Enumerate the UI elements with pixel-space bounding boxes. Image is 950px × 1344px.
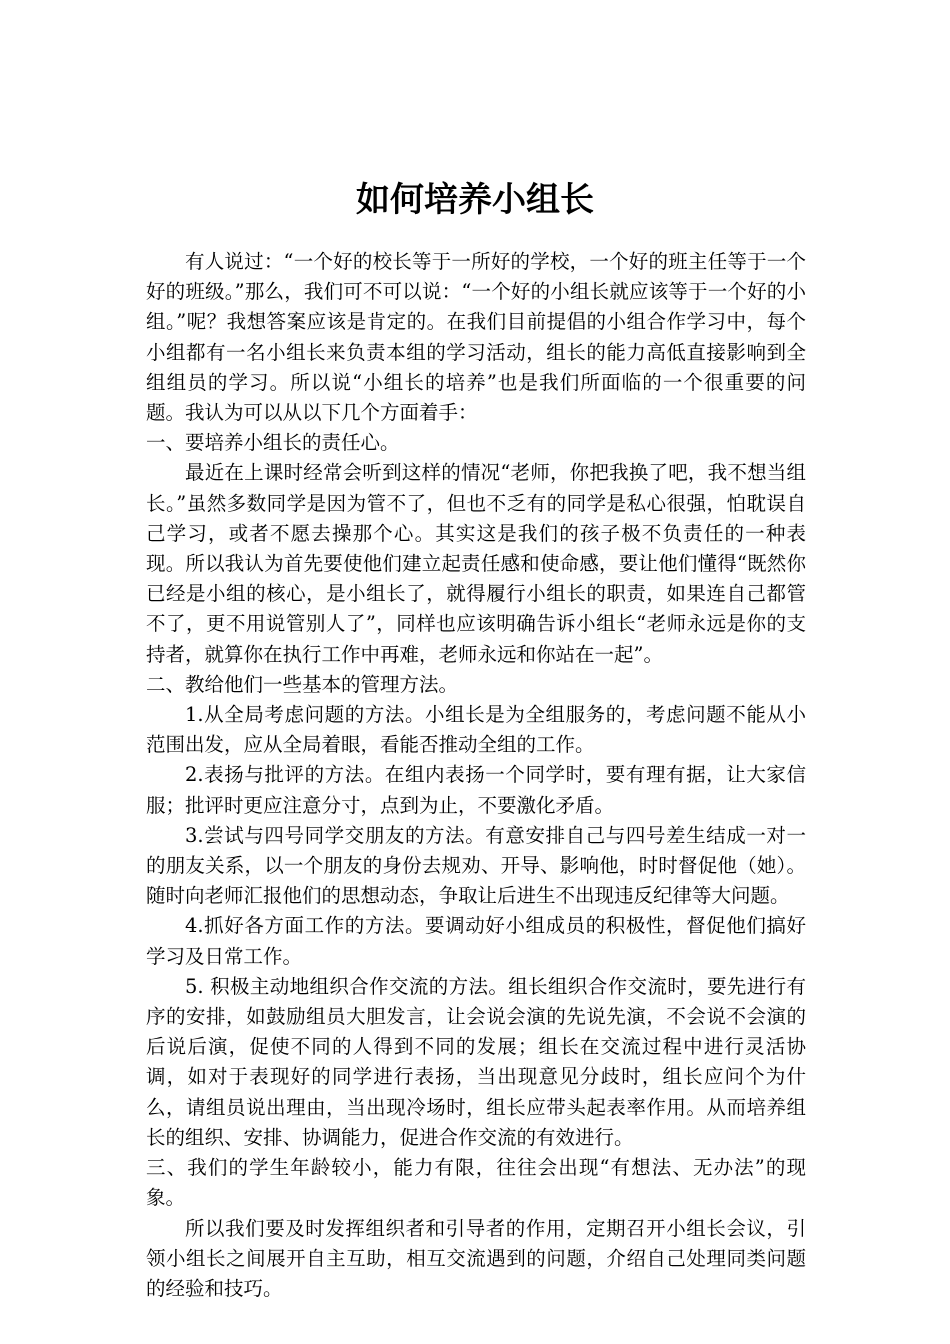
document-title: 如何培养小组长 xyxy=(356,180,594,220)
method-item-5: 5. 积极主动地组织合作交流的方法。组长组织合作交流时，要先进行有序的安排，如鼓励组员大胆发言，让会说会演的先说先演，不会说不会演的后说后演，促使不同的人得到不同的发展；组长在交流过程中进行灵活协调，如对于表现好的同学进行表扬，当出现意见分歧时，组长应问个为什么，请组员说出理由，当出现冷场时，组长应带头起表率作用。从而培养组长的组织、安排、协调能力，促进合作交流的有效进行。 xyxy=(146,974,806,1149)
section-heading-1: 一、要培养小组长的责任心。 xyxy=(146,431,400,455)
paragraph-conclusion: 所以我们要及时发挥组织者和引导者的作用，定期召开小组长会议，引领小组长之间展开自主互助，相互交流遇到的问题，介绍自己处理同类问题的经验和技巧。 xyxy=(146,1216,806,1300)
section-heading-2: 二、教给他们一些基本的管理方法。 xyxy=(146,672,459,696)
section-heading-3: 三、我们的学生年龄较小，能力有限，往往会出现“有想法、无办法”的现象。 xyxy=(146,1156,806,1210)
method-item-3: 3.尝试与四号同学交朋友的方法。有意安排自己与四号差生结成一对一的朋友关系，以一个朋友的身份去规劝、开导、影响他，时时督促他（她）。随时向老师汇报他们的思想动态，争取让后进生不出现违反纪律等大问题。 xyxy=(146,823,806,908)
method-item-1: 1.从全局考虑问题的方法。小组长是为全组服务的，考虑问题不能从小范围出发，应从全局着眼，看能否推动全组的工作。 xyxy=(146,703,806,757)
method-item-4: 4.抓好各方面工作的方法。要调动好小组成员的积极性，督促他们搞好学习及日常工作。 xyxy=(146,914,806,968)
paragraph-intro: 有人说过：“一个好的校长等于一所好的学校，一个好的班主任等于一个好的班级。”那么，我们可不可以说：“一个好的小组长就应该等于一个好的小组。”呢？我想答案应该是肯定的。在我们目前提倡的小组合作学习中，每个小组都有一名小组长来负责本组的学习活动，组长的能力高低直接影响到全组组员的学习。所以说“小组长的培养”也是我们所面临的一个很重要的问题。我认为可以从以下几个方面着手： xyxy=(146,250,806,425)
method-item-2: 2.表扬与批评的方法。在组内表扬一个同学时，要有理有据，让大家信服；批评时更应注意分寸，点到为止，不要激化矛盾。 xyxy=(146,763,806,817)
document-body xyxy=(146,247,806,1304)
paragraph-responsibility: 最近在上课时经常会听到这样的情况“老师，你把我换了吧，我不想当组长。”虽然多数同学是因为管不了，但也不乏有的同学是私心很强，怕耽误自己学习，或者不愿去操那个心。其实这是我们的孩子极不负责任的一种表现。所以我认为首先要使他们建立起责任感和使命感，要让他们懂得“既然你已经是小组的核心，是小组长了，就得履行小组长的职责，如果连自己都管不了，更不用说管别人了”，同样也应该明确告诉小组长“老师永远是你的支持者，就算你在执行工作中再难，老师永远和你站在一起”。 xyxy=(146,461,806,666)
